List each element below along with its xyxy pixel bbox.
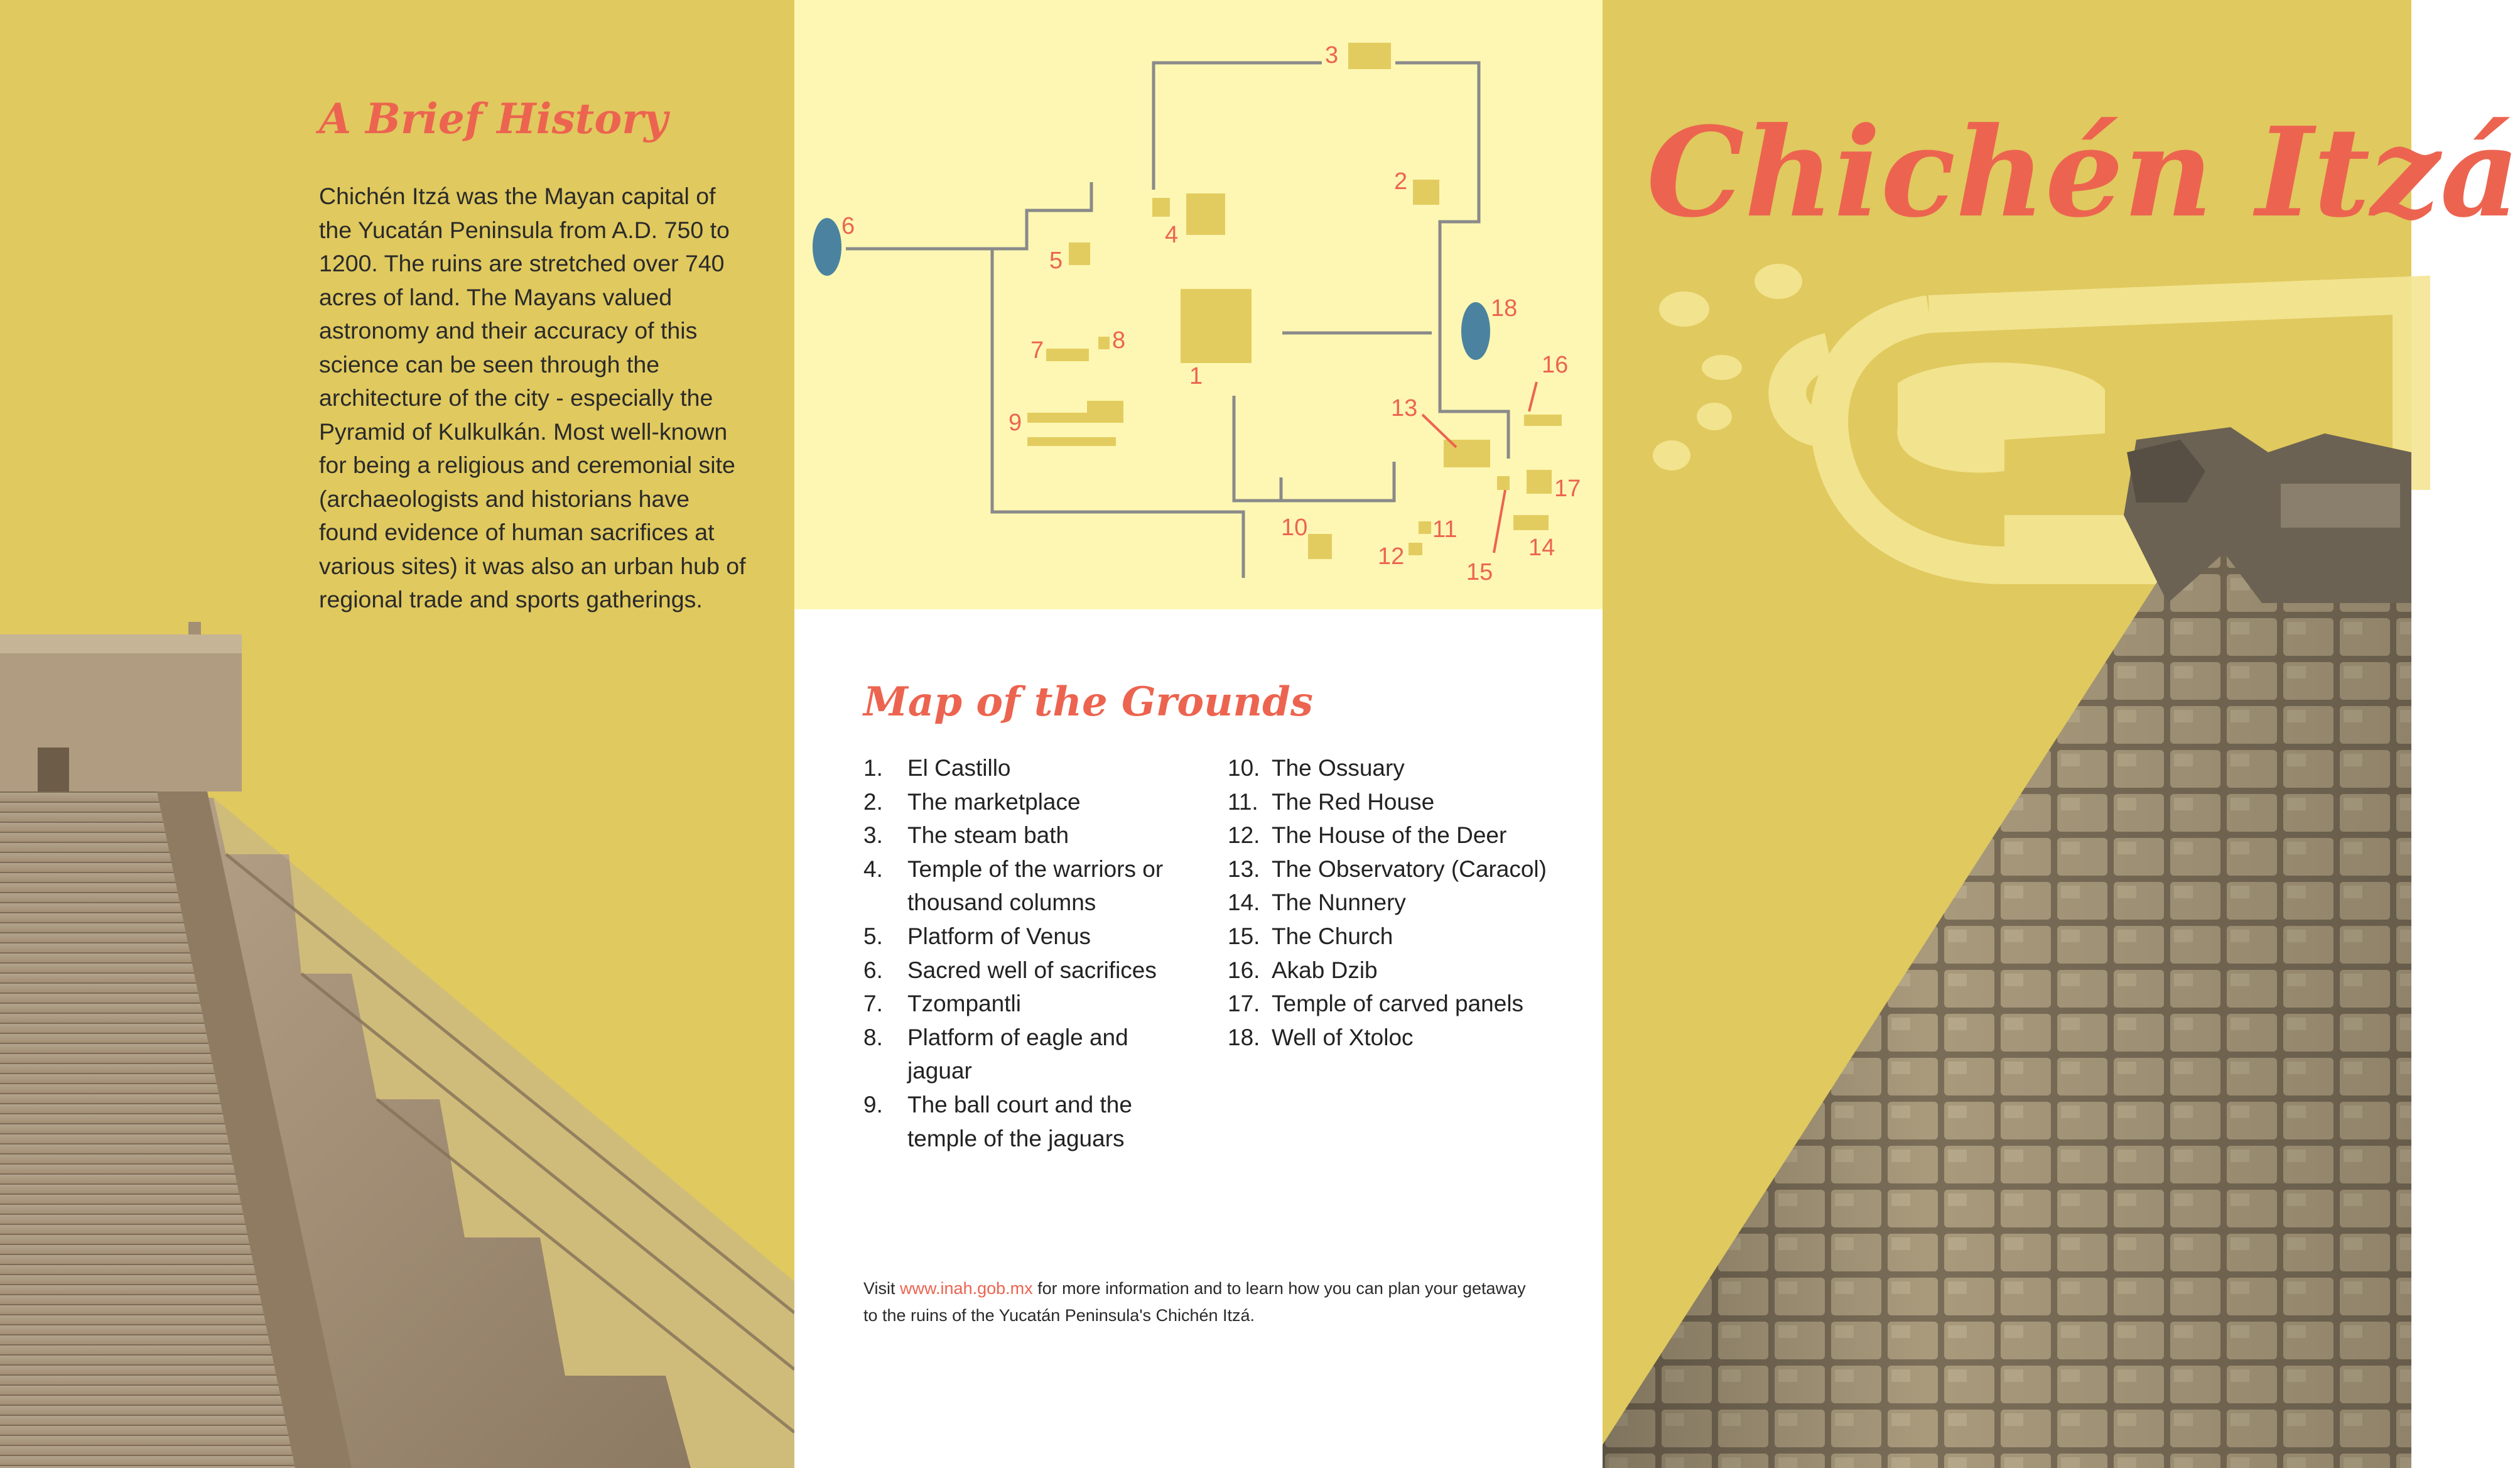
building-4b	[1152, 198, 1170, 217]
left-panel	[0, 0, 794, 1468]
map-label-5: 5	[1049, 247, 1063, 274]
map-label-14: 14	[1528, 535, 1555, 561]
pyramid-photo	[0, 622, 794, 1468]
legend-item: 15. The Church	[1228, 923, 1393, 949]
history-body: Chichén Itzá was the Mayan capital of the Yucatán Peninsula from A.D. 750 to 1200. The ruins are stretched over 740 acres of land. The Mayans valued astronomy and their accuracy of this science can be seen through the architecture of the city - especially the Pyramid of Kulkulkán. Most well-known for being a religious and ceremonial site (archaeologists and historians have found evidence of human sacrifices at various sites) it was also an urban hub of regional trade and sports gatherings.	[319, 183, 746, 612]
map-label-7: 7	[1030, 337, 1044, 364]
visit-note: Visit www.inah.gob.mx for more information and to learn how you can plan your getaway to the ruins of the Yucatán Peninsula's Chichén Itzá.	[863, 1279, 1526, 1325]
building-9a	[1087, 401, 1123, 415]
legend-item: 13. The Observatory (Caracol)	[1228, 856, 1547, 882]
legend-item: 9. The ball court and the temple of the jaguars	[863, 1091, 1132, 1151]
legend-item: 17. Temple of carved panels	[1228, 991, 1524, 1017]
map-label-18: 18	[1491, 295, 1518, 322]
well-18	[1461, 302, 1490, 360]
legend-item: 1. El Castillo	[863, 755, 1011, 781]
well-6	[813, 218, 841, 276]
building-1	[1181, 289, 1252, 363]
map-title: Map of the Grounds	[863, 678, 1313, 726]
map-label-1: 1	[1189, 363, 1203, 389]
map-label-12: 12	[1378, 543, 1405, 570]
site-map	[794, 0, 1603, 609]
building-10	[1308, 534, 1332, 559]
path-line	[1234, 396, 1394, 501]
building-5	[1069, 242, 1090, 265]
legend-item: 11. The Red House	[1228, 788, 1435, 815]
map-label-6: 6	[841, 213, 855, 239]
map-label-8: 8	[1112, 327, 1126, 354]
legend-item: 14. The Nunnery	[1228, 889, 1406, 916]
building-9b	[1027, 413, 1123, 423]
legend-item: 18. Well of Xtoloc	[1228, 1024, 1414, 1050]
building-9c	[1027, 437, 1116, 446]
map-label-10: 10	[1281, 514, 1308, 541]
map-label-16: 16	[1542, 352, 1569, 378]
map-label-11: 11	[1432, 516, 1457, 543]
legend-item: 16. Akab Dzib	[1228, 957, 1378, 983]
path-line	[846, 182, 1091, 249]
map-legend-column-2	[1228, 751, 1579, 1054]
legend-item: 6. Sacred well of sacrifices	[863, 957, 1157, 983]
legend-item: 3. The steam bath	[863, 822, 1069, 849]
building-11	[1419, 521, 1431, 534]
building-17	[1527, 470, 1552, 494]
right-panel	[1603, 0, 2520, 1468]
building-8	[1098, 337, 1110, 349]
building-7	[1046, 349, 1089, 361]
site-map-drawing	[794, 0, 1603, 609]
brand-title: Chichén Itzá	[1647, 101, 2520, 245]
building-16	[1524, 415, 1562, 426]
legend-item: 8. Platform of eagle and jaguar	[863, 1024, 1128, 1084]
map-label-2: 2	[1394, 168, 1408, 195]
path-line	[1154, 63, 1322, 190]
map-label-15: 15	[1466, 559, 1493, 585]
building-15	[1497, 476, 1510, 490]
legend-item: 2. The marketplace	[863, 788, 1081, 815]
inah-website-link[interactable]: www.inah.gob.mx	[900, 1279, 1033, 1298]
building-12	[1409, 543, 1422, 555]
legend-item: 5. Platform of Venus	[863, 923, 1091, 949]
building-14	[1513, 515, 1549, 530]
building-3	[1348, 43, 1391, 69]
legend-item: 12. The House of the Deer	[1228, 822, 1507, 849]
map-label-17: 17	[1554, 476, 1581, 502]
middle-panel	[794, 0, 1603, 1468]
building-4	[1186, 193, 1225, 235]
history-title: A Brief History	[319, 94, 668, 143]
legend-item: 10. The Ossuary	[1228, 755, 1405, 781]
legend-item: 4. Temple of the warriors or thousand columns	[863, 856, 1164, 916]
map-label-3: 3	[1325, 42, 1339, 68]
map-legend-column-1	[863, 751, 1190, 1155]
map-label-13: 13	[1391, 395, 1418, 421]
building-2	[1413, 180, 1439, 205]
building-13	[1444, 440, 1490, 467]
map-label-9: 9	[1009, 410, 1022, 436]
map-label-4: 4	[1165, 222, 1179, 248]
legend-item: 7. Tzompantli	[863, 991, 1021, 1017]
